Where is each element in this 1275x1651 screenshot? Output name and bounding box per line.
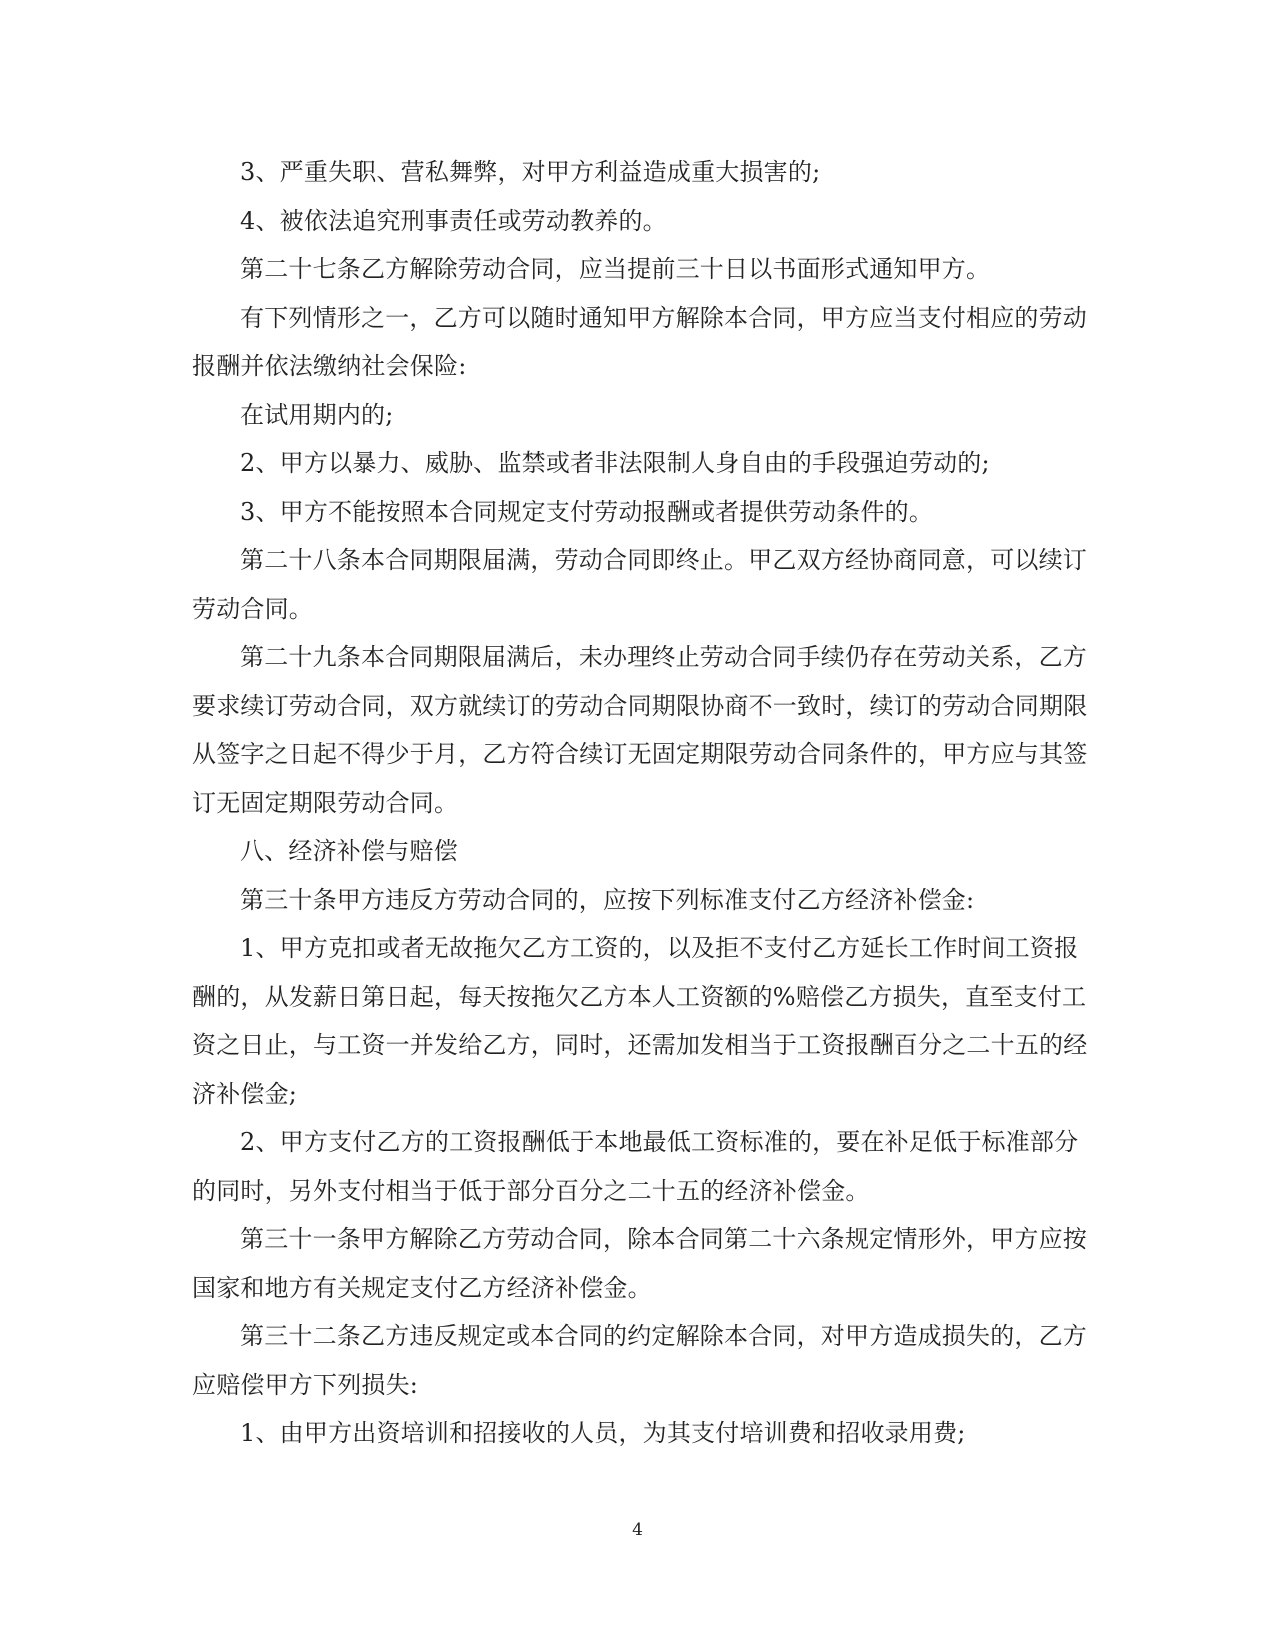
paragraph: 1、甲方克扣或者无故拖欠乙方工资的，以及拒不支付乙方延长工作时间工资报酬的，从发薪日第日起，每天按拖欠乙方本人工资额的%赔偿乙方损失，直至支付工资之日止，与工资一并发给乙方，同时，还需加发相当于工资报酬百分之二十五的经济补偿金; <box>192 934 1088 1108</box>
document-body <box>192 148 1092 1458</box>
paragraph: 2、甲方支付乙方的工资报酬低于本地最低工资标准的，要在补足低于标准部分的同时，另外支付相当于低于部分百分之二十五的经济补偿金。 <box>192 1128 1079 1205</box>
paragraph: 第三十条甲方违反方劳动合同的，应按下列标准支付乙方经济补偿金: <box>240 885 975 914</box>
page-number: 4 <box>632 1520 643 1540</box>
paragraph: 第二十九条本合同期限届满后，未办理终止劳动合同手续仍存在劳动关系，乙方要求续订劳动合同，双方就续订的劳动合同期限协商不一致时，续订的劳动合同期限从签字之日起不得少于月，乙方符合续订无固定期限劳动合同条件的，甲方应与其签订无固定期限劳动合同。 <box>192 643 1088 817</box>
paragraph: 1、由甲方出资培训和招接收的人员，为其支付培训费和招收录用费; <box>240 1419 966 1447</box>
paragraph: 第二十七条乙方解除劳动合同，应当提前三十日以书面形式通知甲方。 <box>240 255 991 283</box>
paragraph: 有下列情形之一，乙方可以随时通知甲方解除本合同，甲方应当支付相应的劳动报酬并依法缴纳社会保险: <box>192 303 1087 380</box>
paragraph: 3、甲方不能按照本合同规定支付劳动报酬或者提供劳动条件的。 <box>240 497 934 526</box>
paragraph: 第三十一条甲方解除乙方劳动合同，除本合同第二十六条规定情形外，甲方应按国家和地方有关规定支付乙方经济补偿金。 <box>192 1225 1087 1302</box>
paragraph: 第三十二条乙方违反规定或本合同的约定解除本合同，对甲方造成损失的，乙方应赔偿甲方下列损失: <box>192 1322 1087 1399</box>
paragraph: 3、严重失职、营私舞弊，对甲方利益造成重大损害的; <box>240 158 821 186</box>
paragraph: 在试用期内的; <box>240 400 394 429</box>
paragraph: 4、被依法追究刑事责任或劳动教养的。 <box>240 206 667 235</box>
paragraph: 2、甲方以暴力、威胁、监禁或者非法限制人身自由的手段强迫劳动的; <box>240 449 990 477</box>
paragraph: 第二十八条本合同期限届满，劳动合同即终止。甲乙双方经协商同意，可以续订劳动合同。 <box>192 546 1087 623</box>
section-heading: 八、经济补偿与赔偿 <box>240 837 458 865</box>
